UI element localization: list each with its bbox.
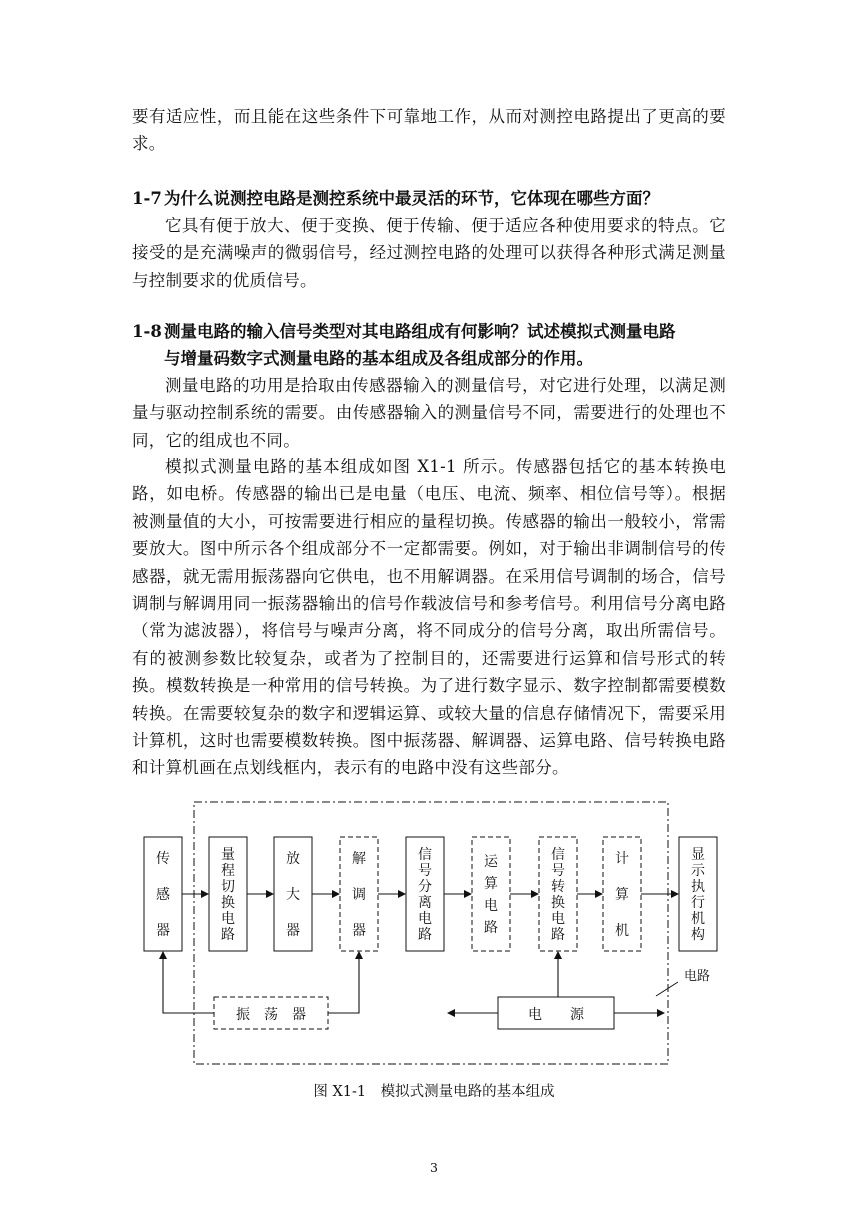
question-1-8 — [132, 318, 732, 373]
block-demod-label: 解调器 — [352, 851, 366, 939]
oscillator-to-sensor-arrow — [163, 952, 214, 1013]
page-number: 3 — [430, 1160, 438, 1175]
question-text: 为什么说测控电路是测控系统中最灵活的环节，它体现在哪些方面？ — [164, 189, 659, 208]
paragraph-continued: 要有适应性，而且能在这些条件下可靠地工作，从而对测控电路提出了更高的要求。 — [132, 107, 726, 154]
block-sep-label: 信号分离电路 — [418, 847, 432, 943]
answer-1-8-para2: 模拟式测量电路的基本组成如图 X1-1 所示。传感器包括它的基本转换电路，如电桥。传感器的输出已是电量（电压、电流、频率、相位信号等）。根据被测量值的大小，可按需要进行相应的量程切换。传感器的输出一般较小，常需要放大。图中所示各个组成部分不一定都需要。例如，对于输出非调制信号的传感器，就无需用振荡器向它供电，也不用解调器。在采用信号调制的场合，信号调制与解调用同一振荡器输出的信号作载波信号和参考信号。利用信号分离电路（常为滤波器），将信号与噪声分离，将不同成分的信号分离，取出所需信号。有的被测参数比较复杂，或者为了控制目的，还需要进行运算和信号形式的转换。模数转换是一种常用的信号转换。为了进行数字显示、数字控制都需要模数转换。在需要较复杂的数字和逻辑运算、或较大量的信息存储情况下，需要采用计算机，这时也需要模数转换。图中振荡器、解调器、运算电路、信号转换电路和计算机画在点划线框内，表示有的电路中没有这些部分。 — [132, 457, 726, 778]
circuit-label: 电路 — [684, 969, 711, 984]
block-amp-label: 放大器 — [286, 851, 300, 939]
block-diagram-svg — [130, 800, 730, 1070]
power-label: 电 源 — [528, 1007, 584, 1023]
circuit-label-leader — [656, 982, 678, 996]
question-1-7 — [132, 185, 732, 212]
block-range-label: 量程切换电路 — [221, 847, 235, 943]
oscillator-label: 振 荡 器 — [236, 1007, 306, 1023]
block-display-label: 显示执行机构 — [691, 847, 705, 943]
figure-caption: 图 X1-1 模拟式测量电路的基本组成 — [313, 1084, 555, 1100]
answer-1-8-para1: 测量电路的功用是拾取由传感器输入的测量信号，对它进行处理，以满足测量与驱动控制系统的需要。由传感器输入的测量信号不同，需要进行的处理也不同，它的组成也不同。 — [132, 376, 726, 450]
question-text-line1: 测量电路的输入信号类型对其电路组成有何影响？试述模拟式测量电路 — [164, 322, 676, 341]
question-number: 1-7 — [132, 189, 162, 208]
block-calc-label: 运算电路 — [484, 854, 498, 936]
answer-1-7: 它具有便于放大、便于变换、便于传输、便于适应各种使用要求的特点。它接受的是充满噪声的微弱信号，经过测控电路的处理可以获得各种形式满足测量与控制要求的优质信号。 — [132, 216, 726, 290]
block-computer-label: 计算机 — [615, 851, 629, 939]
block-diagram — [130, 800, 730, 1070]
question-number: 1-8 — [132, 322, 162, 341]
question-text-line2: 与增量码数字式测量电路的基本组成及各组成部分的作用。 — [164, 349, 593, 369]
oscillator-to-demod-arrow — [328, 952, 359, 1013]
block-sensor-label: 传感器 — [156, 851, 170, 939]
block-conv-label: 信号转换电路 — [551, 847, 565, 943]
